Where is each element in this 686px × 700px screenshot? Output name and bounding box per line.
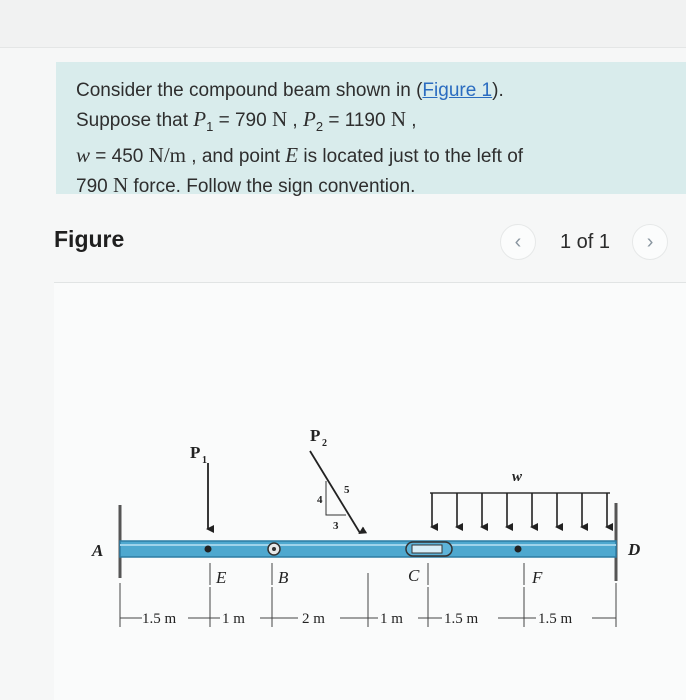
w-value: = 450 [90, 145, 149, 167]
chevron-right-icon: › [646, 230, 654, 253]
problem-line-3 [76, 141, 686, 171]
p1-subscript: 1 [206, 118, 214, 134]
top-bar [0, 0, 686, 48]
label-b: B [278, 568, 289, 587]
dim-label: 1 m [380, 611, 403, 627]
p1-symbol: P [193, 107, 207, 131]
hinge-b-pin [272, 547, 276, 551]
problem-text: is located just to the left of [298, 145, 524, 167]
dim-label: 1 m [222, 611, 245, 627]
slope-label-5: 5 [344, 484, 350, 496]
beam-diagram [54, 283, 686, 700]
problem-text: , and point [186, 145, 286, 167]
problem-line-1 [76, 76, 686, 105]
label-d: D [628, 540, 641, 559]
dim-label: 1.5 m [538, 611, 573, 627]
p1-value: = 790 [213, 110, 272, 131]
force-value: 790 [76, 175, 113, 197]
problem-statement [56, 62, 686, 197]
label-a: A [92, 541, 104, 560]
problem-line-2 [76, 105, 686, 141]
p2-subscript: 2 [315, 118, 324, 134]
label-c: C [408, 566, 420, 585]
problem-text: Suppose that [76, 110, 194, 131]
figure-title: Figure [54, 226, 125, 252]
problem-text: force. Follow the sign convention. [128, 175, 416, 197]
problem-text: Consider the compound beam shown in ( [76, 80, 423, 101]
p2-value: = 1190 [323, 110, 391, 131]
w-symbol: w [76, 142, 91, 167]
chevron-left-icon: ‹ [514, 230, 522, 253]
label-p1: P [190, 443, 201, 462]
prev-figure-button[interactable] [500, 224, 536, 260]
roller-c-inner [412, 545, 442, 553]
problem-text: , [287, 110, 303, 131]
next-figure-button[interactable] [632, 224, 668, 260]
slope-label-4: 4 [317, 494, 323, 506]
point-f-dot [515, 546, 522, 553]
figure-area [54, 283, 686, 700]
label-w: w [512, 469, 523, 485]
w-unit: N/m [148, 142, 186, 167]
beam [120, 541, 616, 557]
dim-label: 1.5 m [142, 611, 177, 627]
figure-link[interactable]: Figure 1 [422, 80, 493, 101]
label-p1-sub: 1 [202, 455, 207, 466]
problem-text: , [406, 110, 417, 131]
slope-triangle [326, 481, 346, 515]
problem-line-4 [76, 171, 686, 201]
page-indicator: 1 of 1 [560, 230, 611, 253]
unit-newton: N [112, 172, 129, 197]
label-f: F [532, 568, 543, 587]
problem-text: ). [492, 80, 504, 101]
unit-newton: N [271, 107, 288, 131]
slope-label-3: 3 [333, 520, 339, 532]
dim-label: 1.5 m [444, 611, 479, 627]
figure-pager [500, 224, 668, 260]
label-p2-sub: 2 [322, 438, 327, 449]
point-e-dot [205, 546, 212, 553]
label-p2: P [310, 426, 321, 445]
dim-label: 2 m [302, 611, 325, 627]
p2-symbol: P [302, 107, 316, 131]
e-symbol: E [285, 142, 299, 167]
unit-newton: N [390, 107, 407, 131]
label-e: E [216, 568, 227, 587]
